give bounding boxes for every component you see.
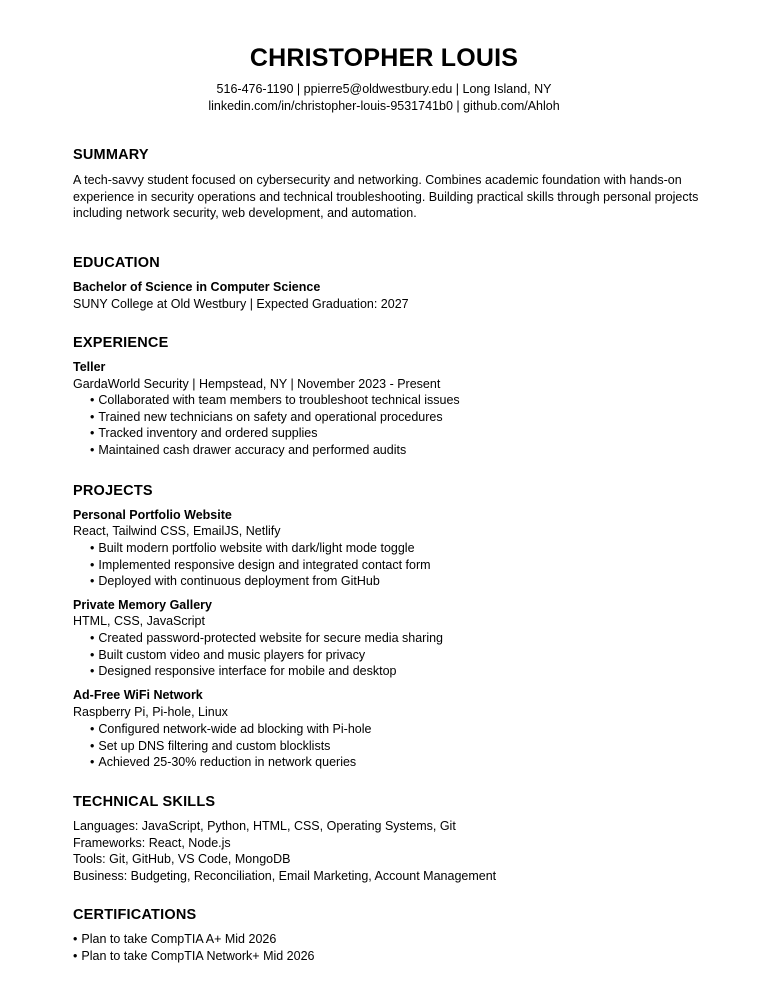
list-item: • Trained new technicians on safety and operational procedures bbox=[90, 409, 460, 426]
list-item: • Maintained cash drawer accuracy and performed audits bbox=[90, 442, 460, 459]
summary-text: A tech-savvy student focused on cybersecurity and networking. Combines academic foundation with hands-on experience in security operations and technical troubleshooting. Building practical skills through personal projects including network security, web development, and automation. bbox=[73, 173, 699, 221]
project-bullets bbox=[90, 630, 443, 680]
list-item: • Implemented responsive design and integrated contact form bbox=[90, 557, 431, 574]
list-item: • Set up DNS filtering and custom blocklists bbox=[90, 738, 371, 755]
skills-heading: TECHNICAL SKILLS bbox=[73, 794, 216, 810]
education-school: SUNY College at Old Westbury | Expected Graduation: 2027 bbox=[73, 297, 409, 311]
project-bullets bbox=[90, 721, 371, 771]
list-item: • Created password-protected website for secure media sharing bbox=[90, 630, 443, 647]
contact-line-1: 516-476-1190 | ppierre5@oldwestbury.edu | Long Island, NY bbox=[216, 82, 552, 96]
candidate-name: CHRISTOPHER LOUIS bbox=[249, 44, 519, 72]
experience-org: GardaWorld Security | Hempstead, NY | November 2023 - Present bbox=[73, 377, 441, 391]
project-bullets bbox=[90, 540, 431, 590]
certifications-list bbox=[73, 931, 315, 964]
list-item: • Configured network-wide ad blocking with Pi-hole bbox=[90, 721, 371, 738]
project-title: Personal Portfolio Website bbox=[73, 508, 232, 522]
list-item: • Designed responsive interface for mobile and desktop bbox=[90, 663, 443, 680]
skills-line: Business: Budgeting, Reconciliation, Email Marketing, Account Management bbox=[73, 869, 497, 883]
skills-line: Tools: Git, GitHub, VS Code, MongoDB bbox=[73, 852, 291, 866]
list-item: • Plan to take CompTIA Network+ Mid 2026 bbox=[73, 948, 315, 965]
list-item: • Plan to take CompTIA A+ Mid 2026 bbox=[73, 931, 315, 948]
education-degree: Bachelor of Science in Computer Science bbox=[73, 280, 321, 294]
project-title: Private Memory Gallery bbox=[73, 598, 212, 612]
project-stack: React, Tailwind CSS, EmailJS, Netlify bbox=[73, 524, 281, 538]
contact-line-2: linkedin.com/in/christopher-louis-9531741b0 | github.com/Ahloh bbox=[208, 99, 560, 113]
experience-role: Teller bbox=[73, 360, 106, 374]
skills-line: Frameworks: React, Node.js bbox=[73, 836, 231, 850]
list-item: • Tracked inventory and ordered supplies bbox=[90, 425, 460, 442]
list-item: • Built modern portfolio website with dark/light mode toggle bbox=[90, 540, 431, 557]
skills-line: Languages: JavaScript, Python, HTML, CSS, Operating Systems, Git bbox=[73, 819, 456, 833]
project-stack: HTML, CSS, JavaScript bbox=[73, 614, 205, 628]
experience-heading: EXPERIENCE bbox=[73, 335, 169, 351]
project-title: Ad-Free WiFi Network bbox=[73, 688, 203, 702]
experience-bullets bbox=[90, 392, 460, 459]
education-heading: EDUCATION bbox=[73, 255, 160, 271]
summary-heading: SUMMARY bbox=[73, 147, 149, 163]
list-item: • Collaborated with team members to troubleshoot technical issues bbox=[90, 392, 460, 409]
projects-heading: PROJECTS bbox=[73, 483, 153, 499]
list-item: • Deployed with continuous deployment from GitHub bbox=[90, 573, 431, 590]
project-stack: Raspberry Pi, Pi-hole, Linux bbox=[73, 705, 228, 719]
list-item: • Achieved 25-30% reduction in network queries bbox=[90, 754, 371, 771]
list-item: • Built custom video and music players for privacy bbox=[90, 647, 443, 664]
certifications-heading: CERTIFICATIONS bbox=[73, 907, 197, 923]
